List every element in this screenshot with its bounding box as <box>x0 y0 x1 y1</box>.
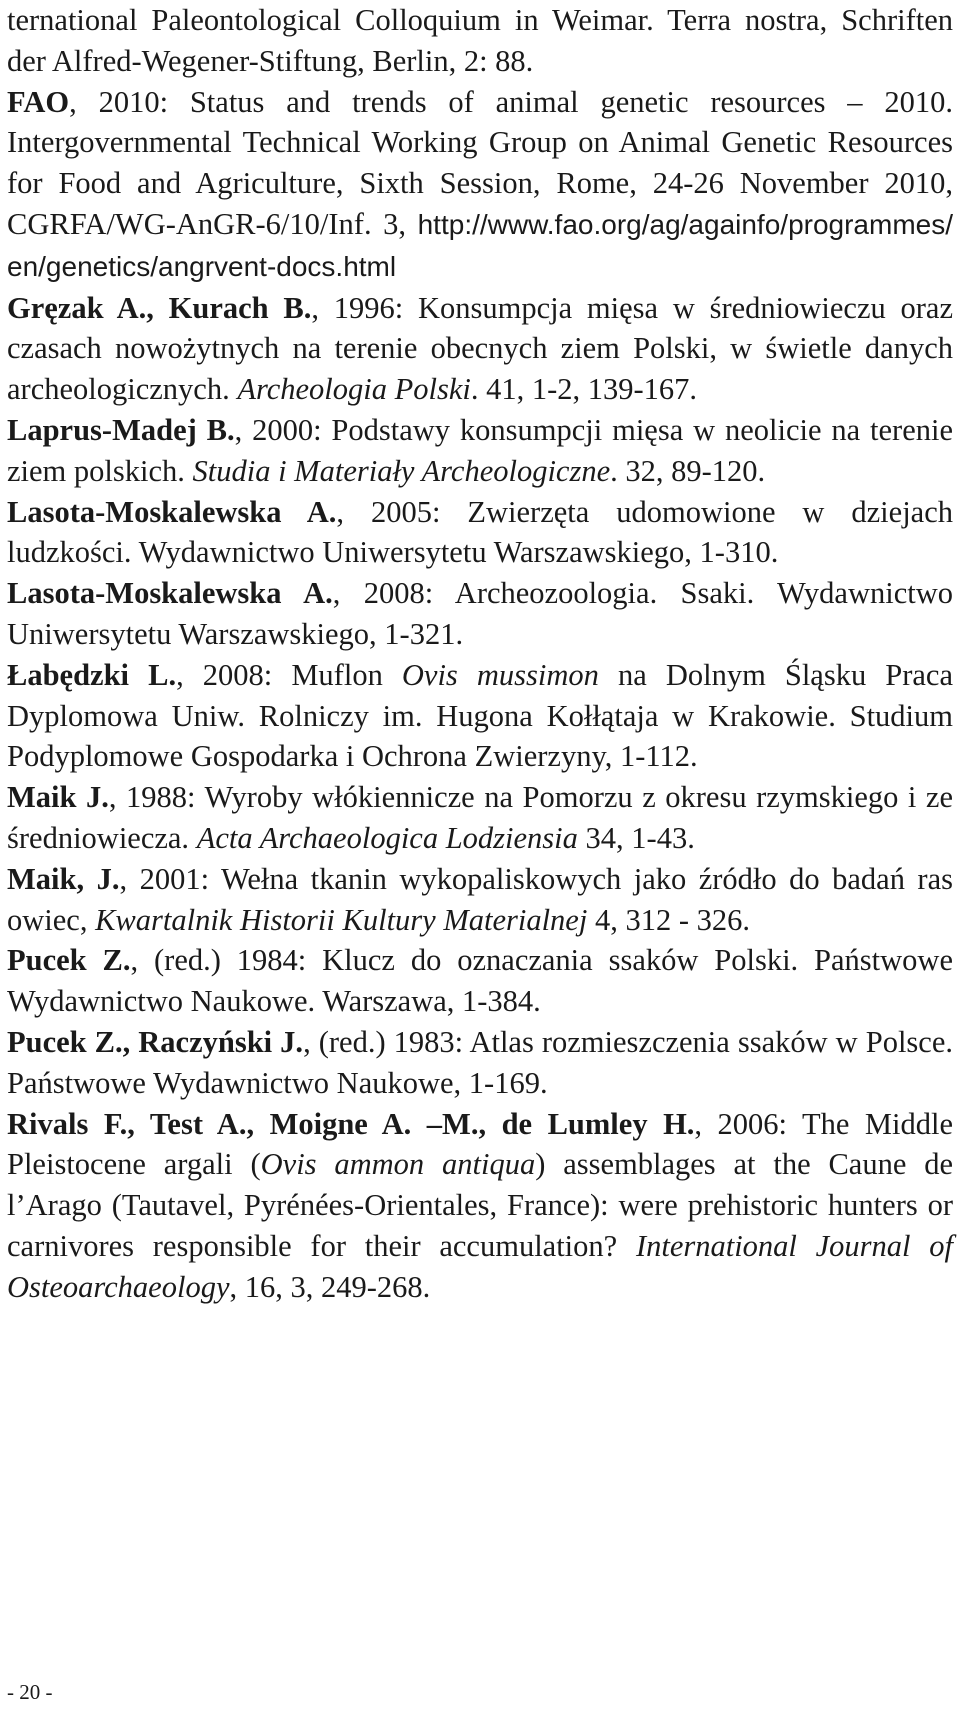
reference-text: . 41, 1-2, 139-167. <box>470 372 698 407</box>
reference-entry <box>7 288 953 410</box>
reference-text: , 16, 3, 249-268. <box>229 1269 431 1304</box>
reference-title-italic: Archeologia Polski <box>237 372 471 407</box>
reference-text: , 2010: Status and trends of animal genetic resources – 2010. Intergovernmental Technical Working Group on Animal Genetic Resources for Food and Agriculture, Sixth Session, Rome, 24-26 November 2010, CGRFA/WG-AnGR-6/10/Inf. 3, <box>7 84 953 241</box>
reference-list <box>7 0 953 1308</box>
reference-text: ternational Paleontological Colloquium in Weimar. Terra nostra, Schriften der Alfred-Wegener-Stiftung, Berlin, 2: 88. <box>7 3 953 78</box>
reference-text: , (red.) 1984: Klucz do oznaczania ssaków Polski. Państwowe Wydawnictwo Naukowe. Warszawa, 1-384. <box>7 943 953 1019</box>
reference-author: Pucek Z., Raczyński J. <box>7 1024 304 1059</box>
reference-entry <box>7 0 953 82</box>
reference-text: , 2006: The Middle Pleistocene argali ( <box>7 1106 953 1182</box>
reference-entry <box>7 655 953 777</box>
reference-entry <box>7 777 953 859</box>
reference-text: . 32, 89-120. <box>610 453 766 488</box>
reference-title-italic: Studia i Materiały Archeologiczne <box>192 453 611 488</box>
reference-text: 4, 312 - 326. <box>587 902 750 937</box>
reference-text: , 1988: Wyroby włókiennicze na Pomorzu z okresu rzymskiego i ze średniowiecza. <box>7 780 953 855</box>
reference-title-italic: Ovis ammon antiqua <box>260 1147 536 1182</box>
reference-author: Maik J. <box>7 780 109 815</box>
reference-author: FAO <box>7 84 70 119</box>
reference-author: Maik, J. <box>7 861 120 896</box>
reference-author: Lasota-Moskalewska A. <box>7 494 337 529</box>
reference-text: na Dolnym Śląsku Praca Dyplomowa Uniw. Rolniczy im. Hugona Kołłątaja w Krakowie. Studium Podyplomowe Gospodarka i Ochrona Zwierzyny, 1-112. <box>7 657 954 774</box>
reference-title-italic: Acta Archaeologica Lodziensia <box>196 820 578 855</box>
reference-text: , 2008: Archeozoologia. Ssaki. Wydawnictwo Uniwersytetu Warszawskiego, 1-321. <box>7 576 953 651</box>
reference-author: Lasota-Moskalewska A. <box>7 576 333 611</box>
reference-author: Łabędzki L. <box>7 657 177 692</box>
reference-entry <box>7 82 953 288</box>
reference-title-italic: Ovis mussimon <box>401 657 599 692</box>
reference-entry <box>7 573 953 655</box>
reference-author: Rivals F., Test A., Moigne A. –M., de Lumley H. <box>7 1106 695 1141</box>
reference-author: Pucek Z. <box>7 943 131 978</box>
reference-text: , (red.) 1983: Atlas rozmieszczenia ssaków w Polsce. Państwowe Wydawnictwo Naukowe, 1-169. <box>7 1024 953 1100</box>
page-number: - 20 - <box>7 1680 53 1704</box>
reference-text: , 2000: Podstawy konsumpcji mięsa w neolicie na terenie ziem polskich. <box>7 412 953 488</box>
reference-text: , 2008: Muflon <box>176 657 402 692</box>
reference-text: , 2001: Wełna tkanin wykopaliskowych jako źródło do badań ras owiec, <box>7 861 953 937</box>
reference-author: Laprus-Madej B. <box>7 412 235 447</box>
reference-text: , 2005: Zwierzęta udomowione w dziejach ludzkości. Wydawnictwo Uniwersytetu Warszawskiego, 1-310. <box>7 494 953 570</box>
reference-entry <box>7 1104 953 1308</box>
reference-title-italic: International Journal of Osteoarchaeology <box>7 1228 953 1304</box>
reference-entry <box>7 1022 953 1104</box>
reference-text: 34, 1-43. <box>577 820 695 855</box>
reference-text: ) assemblages at the Caune de l’Arago (Tautavel, Pyrénées-Orientales, France): were prehistoric hunters or carnivores responsible for their accumulation? <box>7 1147 953 1263</box>
reference-author: Gręzak A., Kurach B. <box>7 290 312 325</box>
reference-entry <box>7 410 953 492</box>
reference-entry <box>7 859 953 941</box>
reference-text: , 1996: Konsumpcja mięsa w średniowieczu oraz czasach nowożytnych na terenie obecnych ziem Polski, w świetle danych archeologicznych. <box>7 290 953 407</box>
reference-entry <box>7 940 953 1022</box>
reference-entry <box>7 492 953 574</box>
reference-url[interactable]: http://www.fao.org/ag/againfo/programmes/en/genetics/angrvent-docs.html <box>7 208 953 282</box>
reference-title-italic: Kwartalnik Historii Kultury Materialnej <box>95 902 588 937</box>
